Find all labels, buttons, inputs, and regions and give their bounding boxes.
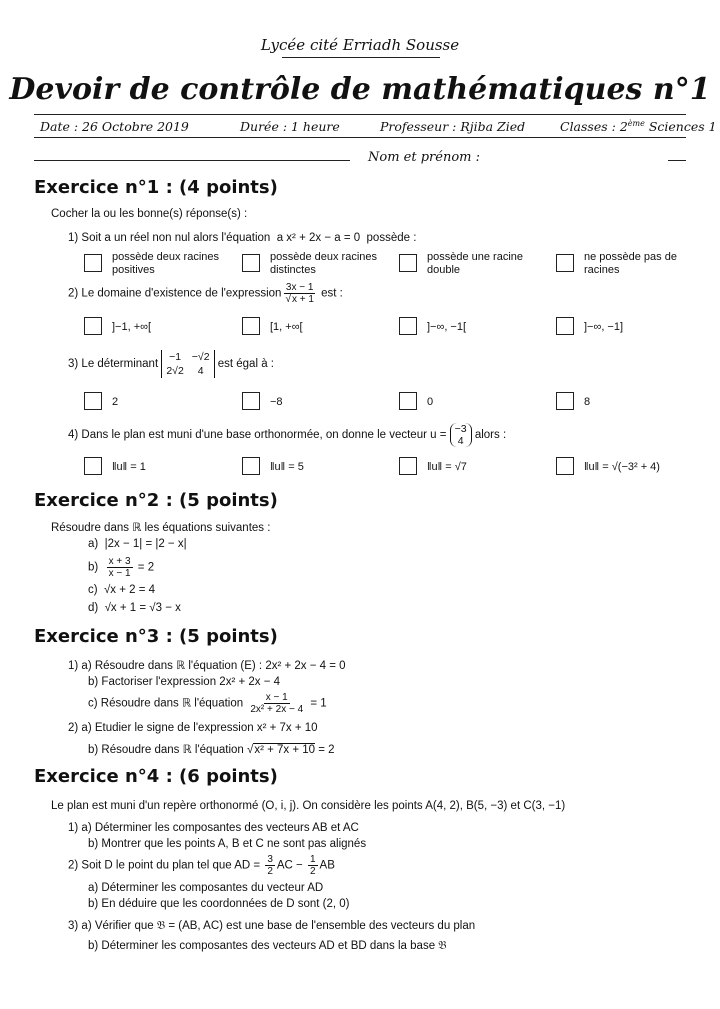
ex1-q1-checkbox-2[interactable]	[242, 254, 260, 272]
page-title: Devoir de contrôle de mathématiques n°1	[9, 72, 711, 107]
ex1-q4: 4) Dans le plan est muni d'une base orthonormée, on donne le vecteur u = −3 4 alors :	[68, 423, 507, 447]
ex1-q4-checkbox-1[interactable]	[84, 457, 102, 475]
school-underline	[282, 57, 440, 58]
ex4-line-4: a) Déterminer les composantes du vecteur AD	[88, 882, 324, 894]
ex1-q2-option-4: ]−∞, −1]	[584, 321, 624, 333]
ex1-q4-option-1: ‖u‖ = 1	[112, 461, 146, 473]
ex1-q2-checkbox-2[interactable]	[242, 317, 260, 335]
ex1-q1-checkbox-4[interactable]	[556, 254, 574, 272]
ex1-q3-option-3: 0	[427, 396, 434, 408]
ex1-q1-checkbox-1[interactable]	[84, 254, 102, 272]
ex2-item-a: a) |2x − 1| = |2 − x|	[88, 538, 187, 550]
exam-teacher: Professeur : Rjiba Zied	[380, 119, 526, 134]
ex3-line-1: 1) a) Résoudre dans ℝ l'équation (E) : 2x² + 2x − 4 = 0	[68, 660, 346, 672]
name-label: Nom et prénom :	[368, 150, 480, 165]
exam-class: Classes : 2ème Sciences 1	[560, 119, 717, 135]
ex1-q1: 1) Soit a un réel non nul alors l'équation a x² + 2x − a = 0 possède :	[68, 232, 417, 244]
ex2-item-d: d) √x + 1 = √3 − x	[88, 602, 181, 614]
ex4-line-6: 3) a) Vérifier que 𝔅 = (AB, AC) est une base de l'ensemble des vecteurs du plan	[68, 920, 476, 932]
ex1-q2: 2) Le domaine d'existence de l'expression $\frac{3x - 1}{√x + 1}$ est :	[68, 282, 343, 305]
ex1-q3-option-1: 2	[112, 396, 119, 408]
ex1-q3-checkbox-3[interactable]	[399, 392, 417, 410]
ex4-intro: Le plan est muni d'un repère orthonormé (O, i, j). On considère les points A(4, 2), B(5, −3) et C(3, −1)	[51, 800, 566, 812]
ex4-line-3: 2) Soit D le point du plan tel que AD = $\frac{3}{2}$ AC − $\frac{1}{2}$ AB	[68, 854, 335, 877]
ex2-item-b: b) $\frac{x + 3}{x - 1}$ = 2	[88, 556, 155, 579]
ex1-q1-checkbox-3[interactable]	[399, 254, 417, 272]
ex3-line-4: 2) a) Etudier le signe de l'expression x² + 7x + 10	[68, 722, 318, 734]
name-line-left	[34, 160, 350, 161]
ex1-q4-checkbox-4[interactable]	[556, 457, 574, 475]
school-name: Lycée cité Erriadh Sousse	[260, 36, 460, 54]
ex3-title: Exercice n°3 : (5 points)	[34, 626, 278, 647]
ex1-q4-option-3: ‖u‖ = √7	[427, 461, 467, 473]
ex1-q2-checkbox-4[interactable]	[556, 317, 574, 335]
ex1-q1-option-2: possède deux racines distinctes	[270, 251, 378, 276]
ex1-q3: 3) Le déterminant −1 −√2 2√2 4 est égal à :	[68, 351, 274, 377]
ex1-q4-checkbox-3[interactable]	[399, 457, 417, 475]
ex1-q4-option-4: ‖u‖ = √(−3² + 4)	[584, 461, 660, 473]
ex1-q2-checkbox-1[interactable]	[84, 317, 102, 335]
header-bottom-rule	[34, 137, 686, 138]
ex4-line-1: 1) a) Déterminer les composantes des vecteurs AB et AC	[68, 822, 359, 834]
ex4-line-5: b) En déduire que les coordonnées de D sont (2, 0)	[88, 898, 350, 910]
ex1-q2-option-3: ]−∞, −1[	[427, 321, 467, 333]
ex1-q3-checkbox-2[interactable]	[242, 392, 260, 410]
ex3-line-2: b) Factoriser l'expression 2x² + 2x − 4	[88, 676, 281, 688]
ex1-q4-option-2: ‖u‖ = 5	[270, 461, 304, 473]
ex1-q4-checkbox-2[interactable]	[242, 457, 260, 475]
ex3-line-5: b) Résoudre dans ℝ l'équation √x² + 7x + 10 = 2	[88, 744, 335, 756]
header-top-rule	[34, 114, 686, 115]
name-line-right	[668, 160, 686, 161]
ex1-q1-option-3: possède une racine double	[427, 251, 524, 276]
ex1-q3-checkbox-4[interactable]	[556, 392, 574, 410]
ex1-q2-option-2: [1, +∞[	[270, 321, 303, 333]
ex1-q3-option-4: 8	[584, 396, 591, 408]
ex1-instruction: Cocher la ou les bonne(s) réponse(s) :	[51, 208, 248, 220]
ex4-line-7: b) Déterminer les composantes des vecteurs AD et BD dans la base 𝔅	[88, 940, 447, 952]
ex1-q2-checkbox-3[interactable]	[399, 317, 417, 335]
ex1-q3-checkbox-1[interactable]	[84, 392, 102, 410]
ex2-instruction: Résoudre dans ℝ les équations suivantes :	[51, 522, 271, 534]
exam-duration: Durée : 1 heure	[240, 119, 340, 134]
ex1-title: Exercice n°1 : (4 points)	[34, 177, 278, 198]
ex1-q3-option-2: −8	[270, 396, 283, 408]
ex3-line-3: c) Résoudre dans ℝ l'équation $\frac{x - 1}{\text{2x² + 2x − 4}}$ = 1	[88, 692, 327, 715]
ex1-q1-option-4: ne possède pas de racines	[584, 251, 677, 276]
ex1-q1-option-1: possède deux racines positives	[112, 251, 220, 276]
ex2-item-c: c) √x + 2 = 4	[88, 584, 156, 596]
exam-date: Date : 26 Octobre 2019	[40, 119, 189, 134]
ex2-title: Exercice n°2 : (5 points)	[34, 490, 278, 511]
ex4-line-2: b) Montrer que les points A, B et C ne sont pas alignés	[88, 838, 367, 850]
ex4-title: Exercice n°4 : (6 points)	[34, 766, 278, 787]
ex1-q2-option-1: ]−1, +∞[	[112, 321, 152, 333]
